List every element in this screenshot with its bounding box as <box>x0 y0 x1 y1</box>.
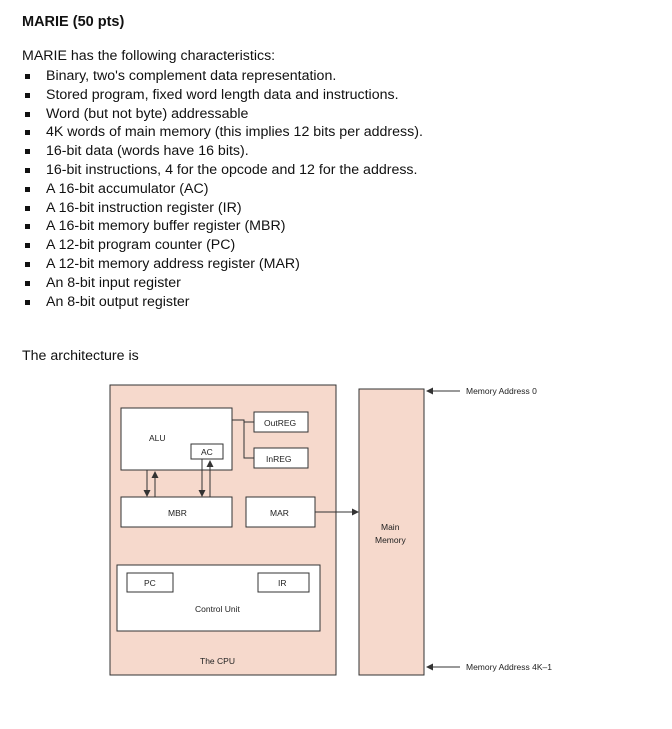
cpu-label: The CPU <box>200 656 235 666</box>
list-item: 4K words of main memory (this implies 12 bits per address). <box>22 123 423 142</box>
inreg-label: InREG <box>266 454 292 464</box>
list-item: A 12-bit memory address register (MAR) <box>22 255 423 274</box>
pc-label: PC <box>144 578 156 588</box>
list-item: A 16-bit instruction register (IR) <box>22 199 423 218</box>
outreg-label: OutREG <box>264 418 297 428</box>
list-item: 16-bit instructions, 4 for the opcode and 12 for the address. <box>22 161 423 180</box>
list-item: Word (but not byte) addressable <box>22 105 423 124</box>
mbr-label: MBR <box>168 508 187 518</box>
list-item: A 12-bit program counter (PC) <box>22 236 423 255</box>
list-item: 16-bit data (words have 16 bits). <box>22 142 423 161</box>
control-unit-label: Control Unit <box>195 604 240 614</box>
list-item: A 16-bit memory buffer register (MBR) <box>22 217 423 236</box>
main-memory-label-line2: Memory <box>375 535 406 545</box>
intro-text: MARIE has the following characteristics: <box>22 48 276 64</box>
alu-box <box>121 408 232 470</box>
list-item: An 8-bit output register <box>22 293 423 312</box>
list-item: Stored program, fixed word length data and instructions. <box>22 86 423 105</box>
mar-label: MAR <box>270 508 289 518</box>
list-item: An 8-bit input register <box>22 274 423 293</box>
architecture-intro: The architecture is <box>22 348 139 364</box>
alu-label: ALU <box>149 433 166 443</box>
question-title: MARIE (50 pts) <box>22 14 125 30</box>
list-item: A 16-bit accumulator (AC) <box>22 180 423 199</box>
ac-label: AC <box>201 447 213 457</box>
main-memory-block <box>359 389 424 675</box>
memory-address-top-label: Memory Address 0 <box>466 386 537 396</box>
ir-label: IR <box>278 578 287 588</box>
memory-address-bottom-label: Memory Address 4K–1 <box>466 662 552 672</box>
main-memory-label-line1: Main <box>381 522 400 532</box>
list-item: Binary, two's complement data representation. <box>22 67 423 86</box>
